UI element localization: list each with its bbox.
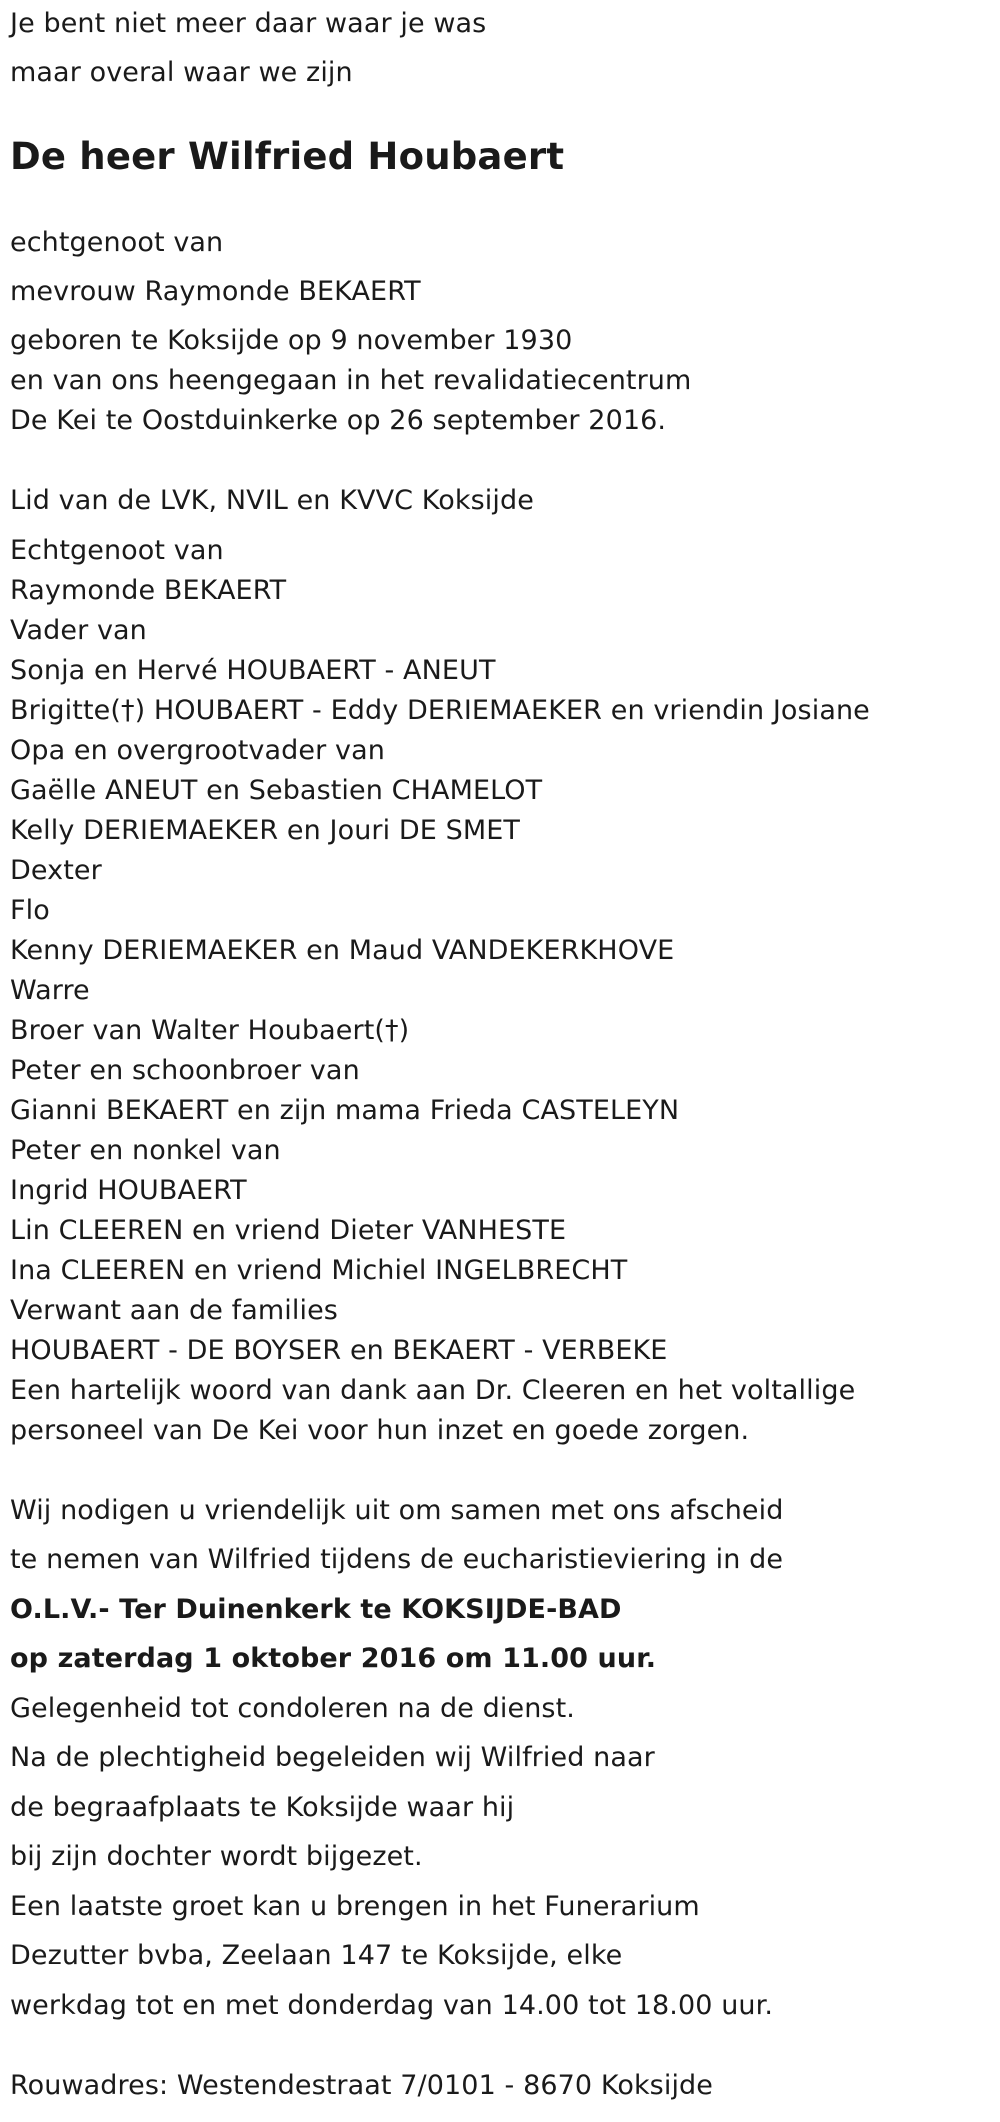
invitation-line-2: te nemen van Wilfried tijdens de eucharistieviering in de xyxy=(10,1544,784,1575)
spouse-header-line-1: echtgenoot van xyxy=(10,227,224,258)
after-service-line-6: Dezutter bvba, Zeelaan 147 te Koksijde, elke xyxy=(10,1940,623,1971)
family-line-20: Verwant aan de families xyxy=(10,1295,338,1326)
family-line-3: Vader van xyxy=(10,615,147,646)
family-line-4: Sonja en Hervé HOUBAERT - ANEUT xyxy=(10,655,496,686)
family-line-13: Broer van Walter Houbaert(†) xyxy=(10,1015,410,1046)
family-line-18: Lin CLEEREN en vriend Dieter VANHESTE xyxy=(10,1215,567,1246)
family-line-19: Ina CLEEREN en vriend Michiel INGELBRECHT xyxy=(10,1255,628,1286)
invitation-line-1: Wij nodigen u vriendelijk uit om samen met ons afscheid xyxy=(10,1495,784,1526)
birth-death-line-1: geboren te Koksijde op 9 november 1930 xyxy=(10,325,573,356)
family-line-17: Ingrid HOUBAERT xyxy=(10,1175,247,1206)
family-line-7: Gaëlle ANEUT en Sebastien CHAMELOT xyxy=(10,775,543,806)
family-line-22: Een hartelijk woord van dank aan Dr. Cleeren en het voltallige xyxy=(10,1375,856,1406)
family-line-16: Peter en nonkel van xyxy=(10,1135,281,1166)
after-service-line-3: de begraafplaats te Koksijde waar hij xyxy=(10,1792,515,1823)
family-line-23: personeel van De Kei voor hun inzet en goede zorgen. xyxy=(10,1415,750,1446)
family-line-2: Raymonde BEKAERT xyxy=(10,575,287,606)
ceremony-datetime: op zaterdag 1 oktober 2016 om 11.00 uur. xyxy=(10,1643,657,1674)
family-line-1: Echtgenoot van xyxy=(10,535,224,566)
family-line-21: HOUBAERT - DE BOYSER en BEKAERT - VERBEKE xyxy=(10,1335,668,1366)
intro-line-1: Je bent niet meer daar waar je was xyxy=(10,8,487,39)
family-line-6: Opa en overgrootvader van xyxy=(10,735,385,766)
family-line-15: Gianni BEKAERT en zijn mama Frieda CASTELEYN xyxy=(10,1095,680,1126)
after-service-line-4: bij zijn dochter wordt bijgezet. xyxy=(10,1841,423,1872)
mourning-address: Rouwadres: Westendestraat 7/0101 - 8670 Koksijde xyxy=(10,2070,714,2101)
family-line-11: Kenny DERIEMAEKER en Maud VANDEKERKHOVE xyxy=(10,935,675,966)
after-service-line-1: Gelegenheid tot condoleren na de dienst. xyxy=(10,1693,575,1724)
family-line-10: Flo xyxy=(10,895,50,926)
ceremony-location: O.L.V.- Ter Duinenkerk te KOKSIJDE-BAD xyxy=(10,1594,622,1625)
birth-death-line-2: en van ons heengegaan in het revalidatiecentrum xyxy=(10,365,692,396)
family-line-14: Peter en schoonbroer van xyxy=(10,1055,360,1086)
family-line-5: Brigitte(†) HOUBAERT - Eddy DERIEMAEKER en vriendin Josiane xyxy=(10,695,870,726)
family-line-8: Kelly DERIEMAEKER en Jouri DE SMET xyxy=(10,815,521,846)
after-service-line-5: Een laatste groet kan u brengen in het Funerarium xyxy=(10,1891,700,1922)
after-service-line-2: Na de plechtigheid begeleiden wij Wilfried naar xyxy=(10,1742,655,1773)
page-title: De heer Wilfried Houbaert xyxy=(10,135,565,178)
family-line-12: Warre xyxy=(10,975,90,1006)
membership-line: Lid van de LVK, NVIL en KVVC Koksijde xyxy=(10,485,534,516)
after-service-line-7: werkdag tot en met donderdag van 14.00 tot 18.00 uur. xyxy=(10,1990,774,2021)
family-line-9: Dexter xyxy=(10,855,102,886)
birth-death-line-3: De Kei te Oostduinkerke op 26 september 2016. xyxy=(10,405,667,436)
intro-line-2: maar overal waar we zijn xyxy=(10,57,353,88)
spouse-header-line-2: mevrouw Raymonde BEKAERT xyxy=(10,276,421,307)
